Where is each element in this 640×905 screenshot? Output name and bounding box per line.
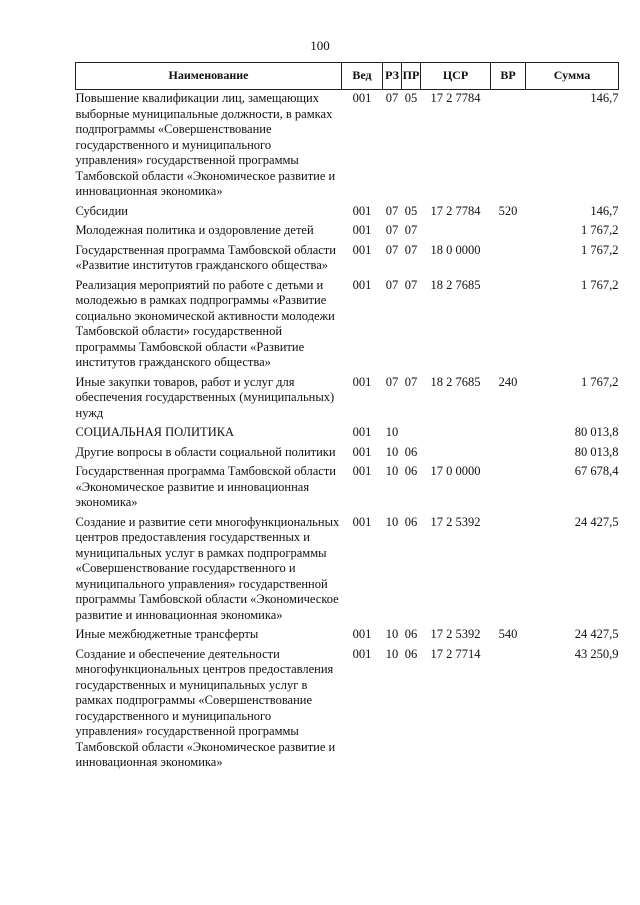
row-rz: 10 [385, 425, 399, 439]
table-row [76, 203, 619, 223]
row-sum: 24 427,5 [574, 627, 619, 641]
row-vr [491, 514, 526, 627]
row-name: Другие вопросы в области социальной политики [75, 444, 336, 459]
row-vr: 540 [498, 627, 518, 641]
row-rz: 07 [385, 203, 399, 218]
row-csr: 17 2 7784 [430, 203, 481, 218]
row-rz: 10 [385, 646, 399, 661]
row-vr [491, 90, 526, 203]
row-name: Иные закупки товаров, работ и услуг для обеспечения государственных (муниципальных) нужд [75, 374, 335, 420]
table-row [76, 514, 619, 627]
row-pr: 07 [404, 242, 418, 257]
page-number: 100 [310, 38, 330, 53]
row-pr: 06 [404, 444, 418, 459]
row-sum: 80 013,8 [574, 425, 619, 439]
row-sum: 1 767,2 [581, 374, 619, 389]
table-row [76, 444, 619, 464]
budget-table [75, 62, 619, 774]
row-rz: 07 [385, 277, 399, 292]
row-ved: 001 [352, 374, 372, 389]
table-row [76, 374, 619, 425]
row-sum: 146,7 [590, 203, 619, 218]
row-pr: 06 [404, 514, 418, 529]
row-sum: 146,7 [590, 91, 619, 105]
row-csr: 18 0 0000 [430, 242, 481, 257]
row-rz: 10 [385, 627, 399, 641]
row-csr: 17 2 5392 [430, 514, 481, 529]
row-vr [491, 463, 526, 514]
row-sum: 80 013,8 [574, 444, 619, 459]
row-pr: 06 [404, 627, 418, 641]
row-ved: 001 [352, 91, 372, 105]
col-header-pr: ПР [402, 63, 421, 90]
row-vr [491, 277, 526, 374]
row-rz: 07 [385, 91, 399, 105]
col-header-name: Наименование [76, 63, 342, 90]
row-ved: 001 [352, 223, 372, 237]
row-sum: 24 427,5 [574, 514, 619, 529]
row-ved: 001 [352, 444, 372, 459]
row-csr: 18 2 7685 [430, 277, 481, 292]
table-row [76, 90, 619, 203]
row-name: Повышение квалификации лиц, замещающих выборные муниципальные должности, в рамках подпрограммы «Совершенствование государственного и муниципального управления» государственной программы Тамбовской области «Экономическое развитие и инновационная экономика» [75, 91, 336, 198]
row-name: Государственная программа Тамбовской области «Развитие институтов гражданского общества» [75, 242, 336, 272]
row-vr [491, 444, 526, 464]
row-sum: 1 767,2 [581, 223, 619, 237]
table-row [76, 277, 619, 374]
row-pr: 06 [404, 464, 418, 478]
row-csr: 18 2 7685 [430, 374, 481, 389]
row-vr [491, 242, 526, 277]
row-csr: 17 2 7714 [430, 646, 481, 661]
row-pr: 07 [404, 374, 418, 389]
row-rz: 07 [385, 374, 399, 389]
row-ved: 001 [352, 203, 372, 218]
row-sum: 43 250,9 [574, 646, 619, 661]
col-header-vr: ВР [491, 63, 526, 90]
row-ved: 001 [352, 242, 372, 257]
row-vr [491, 646, 526, 774]
table-row [76, 222, 619, 242]
row-rz: 07 [385, 223, 399, 237]
row-ved: 001 [352, 627, 372, 641]
row-pr: 05 [404, 91, 418, 105]
row-rz: 10 [385, 464, 399, 478]
table-row [76, 463, 619, 514]
row-sum: 1 767,2 [581, 277, 619, 292]
row-rz: 07 [385, 242, 399, 257]
row-name: Иные межбюджетные трансферты [75, 627, 259, 641]
row-ved: 001 [352, 514, 372, 529]
col-header-csr: ЦСР [421, 63, 491, 90]
row-rz: 10 [385, 514, 399, 529]
row-csr: 17 0 0000 [430, 464, 481, 478]
table-row [76, 242, 619, 277]
row-vr [491, 222, 526, 242]
col-header-sum: Сумма [526, 63, 619, 90]
row-csr: 17 2 7784 [430, 91, 481, 105]
row-csr: 17 2 5392 [430, 627, 481, 641]
row-name: Молодежная политика и оздоровление детей [75, 223, 314, 237]
row-pr: 05 [404, 203, 418, 218]
row-vr: 240 [498, 374, 518, 389]
row-name: Субсидии [75, 203, 128, 218]
table-row [76, 424, 619, 444]
row-pr: 06 [404, 646, 418, 661]
row-name: Государственная программа Тамбовской области «Экономическое развитие и инновационная экономика» [75, 464, 336, 509]
table-row [76, 626, 619, 646]
row-ved: 001 [352, 464, 372, 478]
row-csr [421, 424, 491, 444]
row-ved: 001 [352, 646, 372, 661]
row-ved: 001 [352, 277, 372, 292]
table-row [76, 646, 619, 774]
col-header-ved: Вед [342, 63, 383, 90]
col-header-rz: РЗ [383, 63, 402, 90]
row-vr: 520 [498, 203, 518, 218]
row-pr [402, 424, 421, 444]
row-sum: 67 678,4 [574, 464, 619, 478]
row-vr [491, 424, 526, 444]
table-header-row [76, 63, 619, 90]
row-ved: 001 [352, 425, 372, 439]
row-sum: 1 767,2 [581, 242, 619, 257]
row-name: Создание и развитие сети многофункциональных центров предоставления государственных и муниципальных услуг в рамках подпрограммы «Совершенствование государственного и муниципального управления» государственной программы Тамбовской области «Экономическое развитие и инновационная экономика» [75, 514, 340, 622]
row-rz: 10 [385, 444, 399, 459]
row-name: СОЦИАЛЬНАЯ ПОЛИТИКА [75, 425, 235, 439]
row-name: Реализация мероприятий по работе с детьми и молодежью в рамках подпрограммы «Развитие социально экономической активности молодежи Тамбовской области» государственной программы Тамбовской области «Развитие институтов гражданского общества» [75, 277, 335, 369]
row-pr: 07 [404, 277, 418, 292]
row-name: Создание и обеспечение деятельности многофункциональных центров предоставления государственных и муниципальных услуг в рамках подпрограммы «Совершенствование государственного и муниципального управления» государственной программы Тамбовской области «Экономическое развитие и инновационная экономика» [75, 646, 336, 769]
row-csr [421, 444, 491, 464]
row-pr: 07 [404, 223, 418, 237]
row-csr [421, 222, 491, 242]
